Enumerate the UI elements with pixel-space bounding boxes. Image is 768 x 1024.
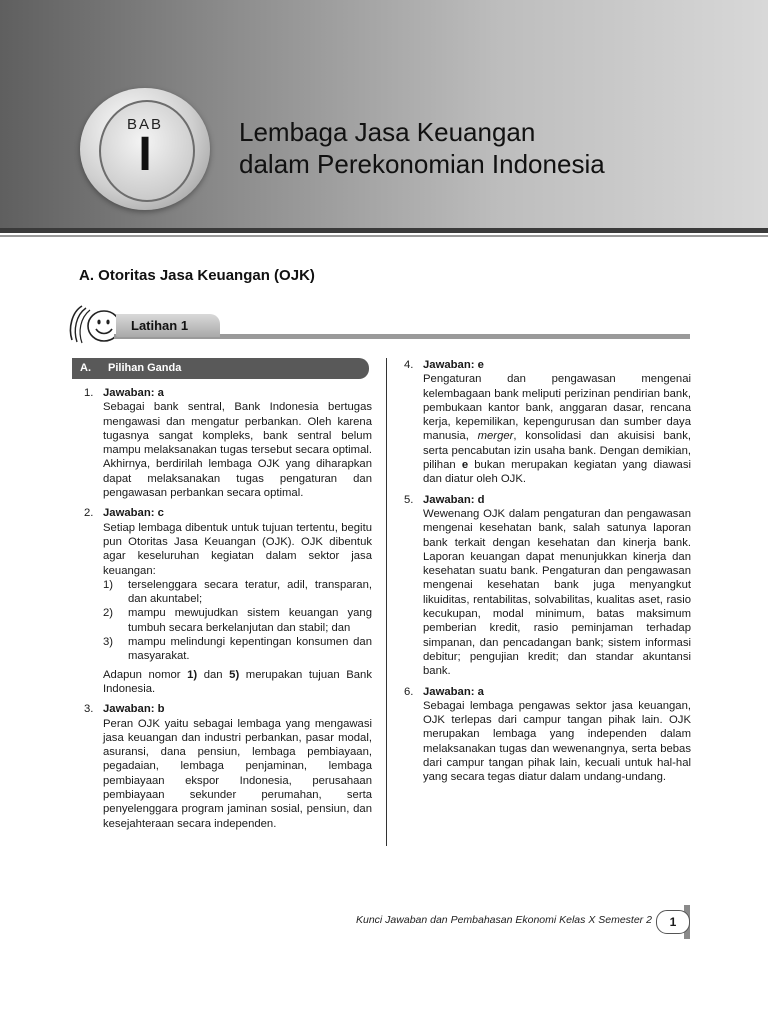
conclusion-text: Adapun nomor: [103, 668, 188, 681]
answer-item: [403, 493, 691, 679]
footer-book-title: Kunci Jawaban dan Pembahasan Ekonomi Kelas X Semester 2: [356, 914, 652, 926]
answer-explanation: [423, 372, 691, 486]
explanation-text: , konsolidasi dan akuisisi bank, serta pencabutan izin usaha bank. Dengan demikian, pilihan: [423, 430, 691, 472]
answer-item: [403, 685, 691, 785]
item-number: 1.: [84, 387, 94, 399]
section-heading: A. Otoritas Jasa Keuangan (OJK): [79, 267, 315, 284]
sub-item: [103, 578, 372, 607]
answer-key: Jawaban: b: [103, 703, 165, 716]
answer-item: [80, 506, 372, 696]
answer-key: Jawaban: a: [103, 387, 164, 399]
chapter-badge-label: BAB: [126, 116, 163, 133]
header-divider: [0, 228, 768, 233]
answer-key: Jawaban: e: [423, 359, 484, 371]
answer-key: Jawaban: d: [423, 493, 485, 506]
explanation-text: bukan merupakan kegiatan yang diawasi dan diatur oleh OJK.: [423, 459, 691, 486]
answer-explanation: Peran OJK yaitu sebagai lembaga yang mengawasi jasa keuangan dan industri perbankan, pasar modal, asuransi, dana pensiun, lembaga pembiayaan, pegadaian, lembaga penjaminan, lembaga pembiayaan ekspor Indonesia, perusahaan pembiayaan sekunder perumahan, serta penyelenggara program jaminan sosial, pensiun, dan kesejahteraan secara independen.: [103, 717, 372, 830]
answer-conclusion: [103, 668, 372, 697]
answer-key: Jawaban: c: [103, 507, 164, 520]
chapter-title-line1: Lembaga Jasa Keuangan: [239, 117, 536, 147]
sub-item-number: 1): [103, 578, 114, 591]
answer-key: Jawaban: a: [423, 685, 484, 698]
sub-item: [103, 606, 372, 635]
chapter-title: [239, 116, 605, 180]
explanation-bold: e: [461, 459, 469, 472]
sub-item-number: 3): [103, 636, 114, 649]
sub-item-text: mampu melindungi kepentingan konsumen dan masyarakat.: [128, 636, 372, 663]
sub-item: [103, 635, 372, 664]
explanation-text: Pengaturan dan pengawasan mengenai kelembagaan bank meliputi perizinan pendirian bank, pembukaan kantor bank, anggaran dasar, rencana kerja, kepemilikan, kepengurusan dan sumber daya manusia,: [423, 373, 691, 443]
latihan-label: Latihan 1: [131, 318, 189, 333]
answer-explanation: Sebagai lembaga pengawas sektor jasa keuangan, OJK terlepas dari campur tangan pihak lain. OJK merupakan lembaga yang independen dalam melaksanakan tugas dan wewenangnya, serta bebas dari campur tangan pihak lain, kecuali untuk hal-hal yang secara tegas diatur dalam undang-undang.: [423, 699, 691, 784]
sub-item-text: terselenggara secara teratur, adil, transparan, dan akuntabel;: [128, 578, 372, 606]
pilihan-ganda-letter: A.: [80, 362, 91, 374]
item-number: 6.: [404, 685, 414, 698]
conclusion-bold: 1): [187, 668, 198, 681]
answer-explanation: Wewenang OJK dalam pengaturan dan pengawasan mengenai kesehatan bank, salah satunya laporan bank terkait dengan kesehatan dan kinerja bank. Laporan keuangan dapat menunjukkan kinerja dan kesehatan suatu bank. Pengaturan dan pengawasan mengenai kesehatan bank juga menyangkut likuiditas, rentabilitas, solvabilitas, kualitas aset, rasio kecukupan, modal minimum, batas maksimum pemberian kredit, rasio peminjaman terhadap simpanan, dan pencadangan bank; sistem informasi debitur; pengujian kredit; dan standar akuntansi bank.: [423, 507, 691, 678]
explanation-italic: merger: [477, 430, 514, 443]
page-number: 1: [656, 910, 690, 934]
right-column: [403, 358, 691, 785]
left-column: [80, 358, 372, 831]
item-number: 5.: [404, 493, 414, 506]
pilihan-ganda-title: Pilihan Ganda: [108, 362, 182, 374]
conclusion-bold: 5): [229, 668, 240, 681]
answer-explanation: Sebagai bank sentral, Bank Indonesia bertugas mengawasi dan mengatur perbankan. Oleh karena tugasnya sangat kompleks, bank sentral belum mampu melaksanakan tugas tersebut secara optimal. Akhirnya, berdirilah lembaga OJK yang diharapkan dapat melaksanakan tugas pengaturan dan pengawasan perbankan secara optimal.: [103, 401, 372, 500]
answer-item: [80, 702, 372, 831]
pilihan-ganda-header: [72, 358, 369, 379]
answer-item: [80, 386, 372, 500]
answer-item: [403, 358, 691, 487]
conclusion-text: merupakan tujuan Bank Indonesia.: [103, 668, 372, 695]
chapter-number: I: [138, 128, 152, 181]
header-divider-thin: [0, 235, 768, 237]
column-divider: [386, 358, 387, 846]
item-number: 4.: [404, 359, 414, 371]
sub-item-text: mampu mewujudkan sistem keuangan yang tumbuh secara berkelanjutan dan stabil; dan: [128, 607, 372, 634]
item-number: 3.: [84, 703, 94, 716]
item-number: 2.: [84, 507, 94, 520]
answer-explanation: Setiap lembaga dibentuk untuk tujuan tertentu, begitu pun Otoritas Jasa Keuangan (OJK). OJK dibentuk agar keseluruhan kegiatan dalam sektor jasa keuangan:: [103, 521, 372, 577]
conclusion-text: dan: [197, 668, 230, 681]
sub-item-number: 2): [103, 607, 114, 620]
chapter-title-line2: dalam Perekonomian Indonesia: [239, 149, 605, 179]
